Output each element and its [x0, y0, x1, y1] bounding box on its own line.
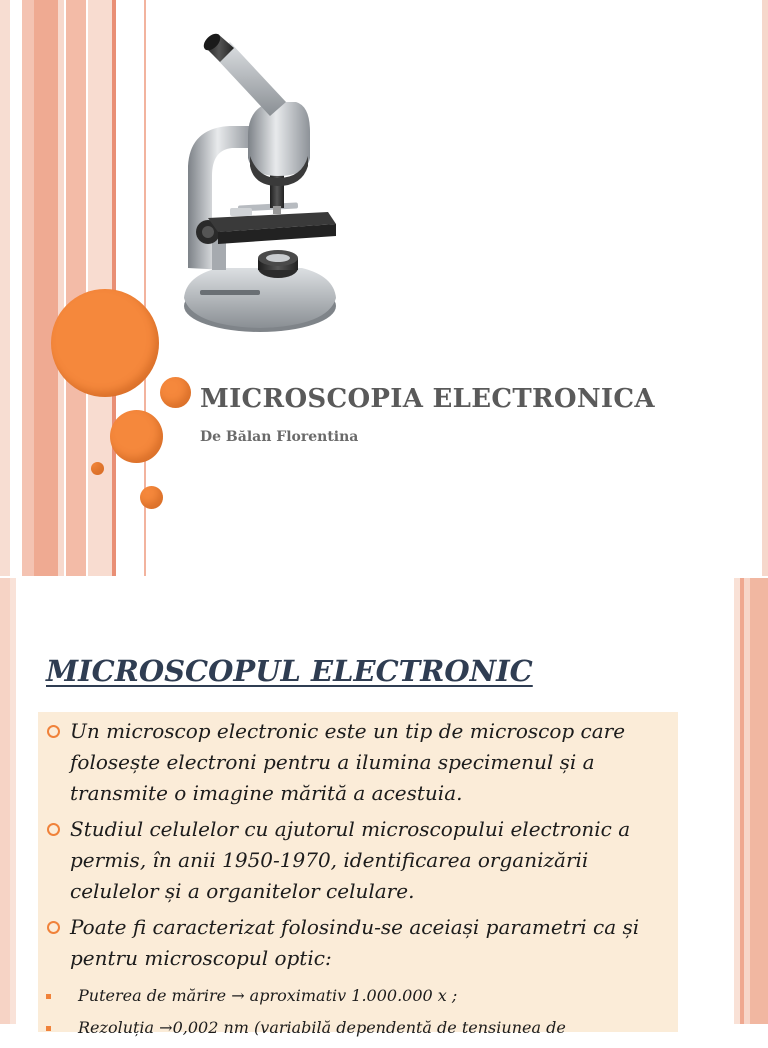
left-band: [58, 0, 64, 576]
microscope-image: [178, 36, 340, 338]
bullet-list: [46, 716, 676, 979]
decorative-circle: [160, 377, 191, 408]
decorative-circle: [140, 486, 163, 509]
left-band: [10, 578, 16, 1024]
slide-title: MICROSCOPUL ELECTRONIC: [46, 654, 533, 688]
left-band: [112, 0, 116, 576]
author-subtitle: De Bălan Florentina: [200, 429, 359, 445]
right-band: [750, 578, 768, 1024]
content-slide: [0, 578, 768, 1037]
decorative-circle: [91, 462, 104, 475]
right-band: [762, 0, 768, 576]
bullet-ring-icon: [47, 921, 60, 934]
square-bullet-icon: [46, 1026, 51, 1031]
left-band: [0, 578, 10, 1024]
bullet-text: Studiul celulelor cu ajutorul microscopului electronic a permis, în anii 1950-1970, identificarea organizării celulelor și a organitelor celulare.: [70, 817, 631, 903]
sub-bullet-text: Puterea de mărire → aproximativ 1.000.000 x ;: [78, 986, 458, 1005]
bullet-text: Poate fi caracterizat folosindu-se aceiași parametri ca și pentru microscopul optic:: [70, 915, 640, 970]
sub-bullet-list: [46, 984, 726, 1048]
square-bullet-icon: [46, 994, 51, 999]
bullet-text: Un microscop electronic este un tip de microscop care folosește electroni pentru a ilumina specimenul și a transmite o imagine mărită a acestuia.: [70, 719, 626, 805]
left-band: [66, 0, 86, 576]
left-band: [88, 0, 112, 576]
list-item: [46, 716, 676, 809]
left-band: [22, 0, 34, 576]
decorative-circle: [110, 410, 163, 463]
bullet-ring-icon: [47, 823, 60, 836]
slide-title: MICROSCOPIA ELECTRONICA: [200, 384, 655, 414]
list-item: [46, 912, 676, 974]
bullet-ring-icon: [47, 725, 60, 738]
decorative-circle: [51, 289, 159, 397]
left-band: [34, 0, 58, 576]
sub-bullet-text: Rezoluția →0,002 nm (variabilă dependentă de tensiunea de: [78, 1018, 566, 1037]
list-item: [46, 814, 676, 907]
left-band: [0, 0, 10, 576]
list-item: [46, 984, 726, 1008]
list-item: [46, 1016, 726, 1040]
